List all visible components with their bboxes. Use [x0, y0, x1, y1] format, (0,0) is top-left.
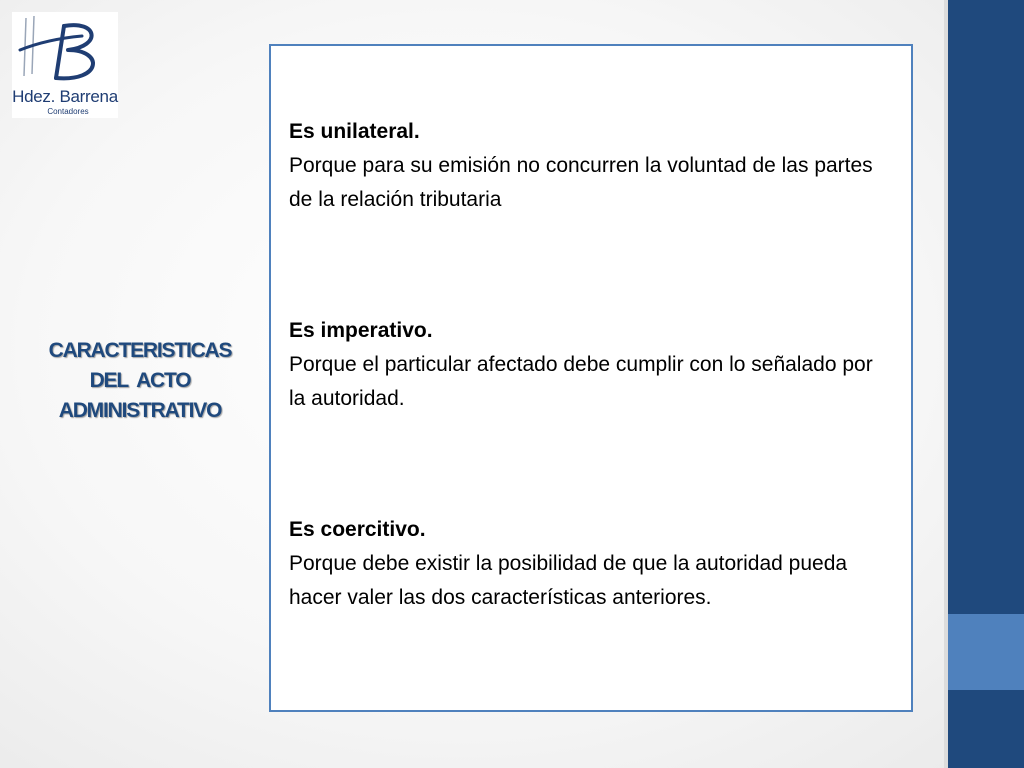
- characteristic-body: Porque el particular afectado debe cumplir con lo señalado por la autoridad.: [289, 353, 873, 410]
- section-title-line-2: DEL ACTO: [89, 369, 191, 392]
- characteristic-title: Es coercitivo.: [289, 518, 426, 541]
- content-box: [269, 44, 913, 712]
- characteristic-item: [289, 513, 889, 615]
- logo-name: Hdez. Barrena: [12, 87, 118, 106]
- section-title: [30, 336, 250, 426]
- characteristic-title: Es imperativo.: [289, 319, 433, 342]
- characteristic-body: Porque para su emisión no concurren la voluntad de las partes de la relación tributaria: [289, 154, 873, 211]
- characteristic-body: Porque debe existir la posibilidad de que la autoridad pueda hacer valer las dos características anteriores.: [289, 552, 848, 609]
- hb-monogram-icon: [12, 12, 118, 92]
- side-bar-accent: [948, 614, 1024, 690]
- characteristic-item: [289, 314, 889, 416]
- section-title-line-1: CARACTERISTICAS: [48, 339, 232, 362]
- company-logo: [12, 12, 118, 118]
- logo-subtitle: Contadores: [47, 107, 89, 116]
- characteristic-item: [289, 115, 889, 217]
- characteristic-title: Es unilateral.: [289, 120, 420, 143]
- section-title-line-3: ADMINISTRATIVO: [58, 399, 222, 422]
